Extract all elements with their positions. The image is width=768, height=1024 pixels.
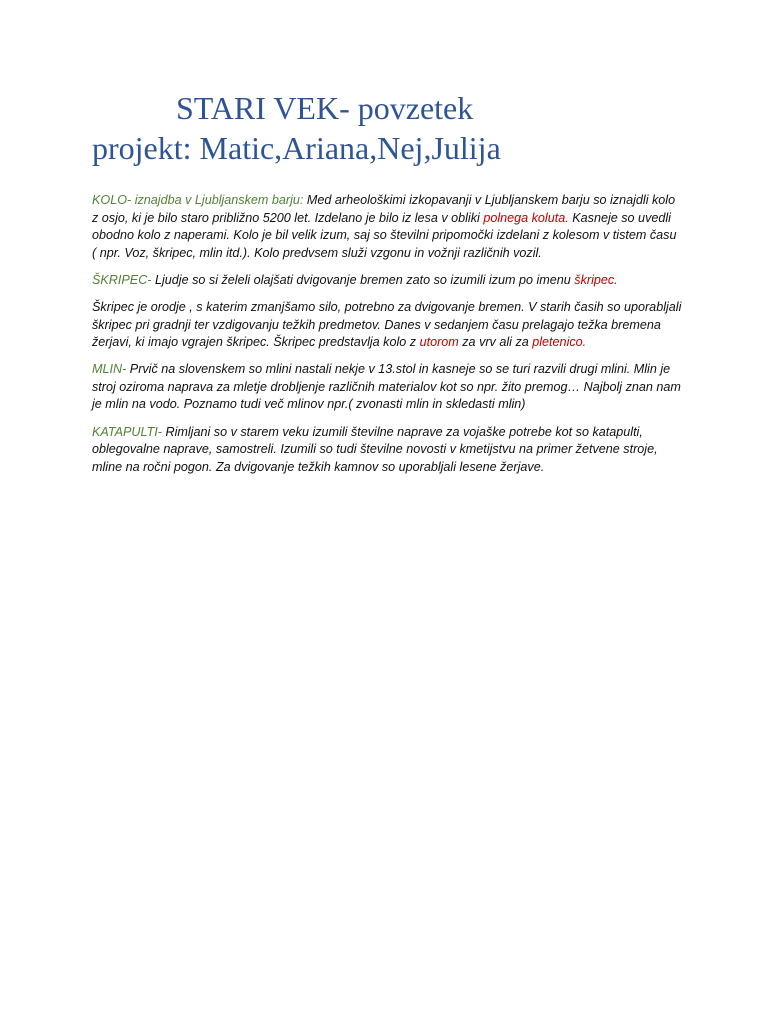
heading-mlin: MLIN-	[92, 362, 127, 377]
kolo-text-1: Med arheološkimi izkopavanji v Ljubljanskem barju so iznajdli kolo z osjo, ki je bilo staro približno 5200 let. Izdelano je bilo iz lesa v obliki	[92, 193, 676, 225]
document-body	[92, 192, 682, 486]
heading-katapulti: KATAPULTI-	[92, 424, 162, 439]
heading-kolo: KOLO- iznajdba v Ljubljanskem barju:	[92, 193, 304, 207]
paragraph-mlin	[92, 361, 682, 414]
paragraph-skripec-detail	[92, 299, 682, 352]
kolo-text-2: Kasneje so uvedli obodno kolo z naperami. Kolo je bil velik izum, saj so številni pripomočki izdelani z kolesom v tistem času ( npr. Voz, škripec, mlin itd.). Kolo predvsem služi vzgonu in vožnji različnih vozil.	[92, 210, 677, 260]
skripec-highlight: škripec.	[574, 272, 618, 287]
skripec2-highlight-1: utorom	[419, 335, 459, 350]
skripec2-text-2: za vrv ali za	[458, 335, 533, 350]
title-line-2: projekt: Matic,Ariana,Nej,Julija	[92, 130, 501, 166]
kolo-highlight: polnega koluta.	[483, 210, 569, 225]
paragraph-katapulti	[92, 424, 682, 477]
heading-skripec: ŠKRIPEC-	[92, 272, 152, 287]
document-title	[92, 88, 692, 168]
title-line-1: STARI VEK- povzetek	[176, 90, 474, 126]
paragraph-skripec	[92, 272, 682, 290]
skripec-text-1: Ljudje so si želeli olajšati dvigovanje bremen zato so izumili izum po imenu	[151, 272, 575, 287]
katapulti-text-1: Rimljani so v starem veku izumili številne naprave za vojaške potrebe kot so katapulti, oblegovalne naprave, samostreli. Izumili so tudi številne novosti v kmetijstvu na primer žetvene stroje, mline na ročni pogon. Za dvigovanje težkih kamnov so uporabljali lesene žerjave.	[92, 424, 658, 474]
paragraph-kolo	[92, 192, 682, 262]
skripec2-highlight-2: pletenico.	[532, 335, 587, 350]
skripec2-text-1: Škripec je orodje , s katerim zmanjšamo silo, potrebno za dvigovanje bremen. V starih časih so uporabljali škripec pri gradnji ter vzdigovanju težkih predmetov. Danes v sedanjem času prelagajo težka bremena žerjavi, ki imajo vgrajen škripec. Škripec predstavlja kolo z	[92, 299, 682, 350]
mlin-text-1: Prvič na slovenskem so mlini nastali nekje v 13.stol in kasneje so se turi razvili drugi mlini. Mlin je stroj oziroma naprava za mletje drobljenje različnih materialov kot so npr. žito premog… Najbolj znan nam je mlin na vodo. Poznamo tudi več mlinov npr.( zvonasti mlin in skledasti mlin)	[92, 362, 681, 412]
